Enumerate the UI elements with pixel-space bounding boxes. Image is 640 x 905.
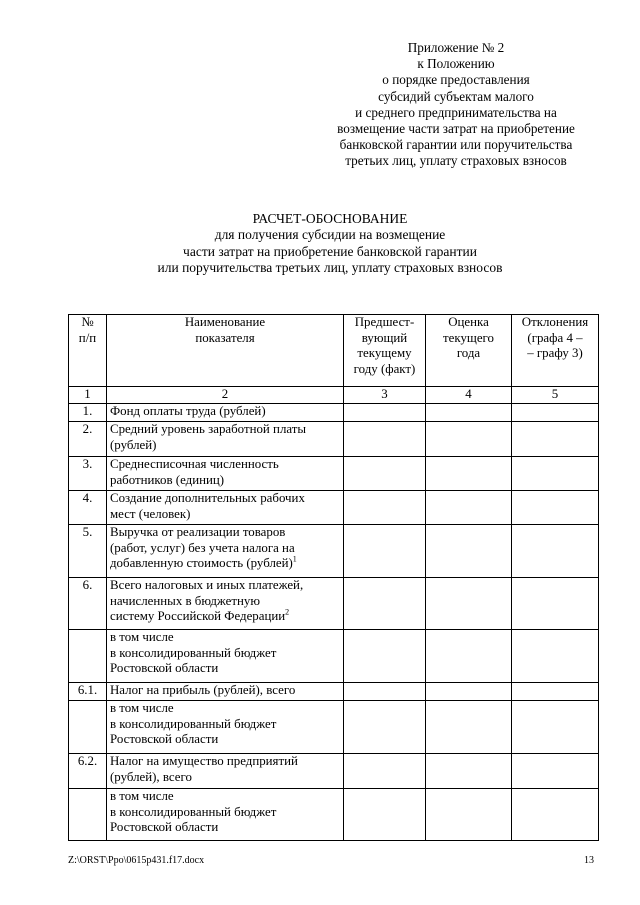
document-title bbox=[0, 211, 640, 276]
table-row bbox=[69, 422, 599, 457]
indicator-name-line: Выручка от реализации товаров bbox=[110, 525, 286, 539]
indicator-name-line: в консолидированный бюджет bbox=[110, 645, 277, 660]
table-row bbox=[69, 404, 599, 422]
value-estimate[interactable] bbox=[426, 525, 512, 578]
value-deviation[interactable] bbox=[512, 701, 599, 754]
column-number: 1 bbox=[69, 387, 107, 404]
row-number: 5. bbox=[69, 525, 107, 578]
indicator-name-line: Среднесписочная численность bbox=[110, 457, 279, 471]
value-prev-year[interactable] bbox=[344, 578, 426, 630]
table-row bbox=[69, 754, 599, 789]
value-prev-year[interactable] bbox=[344, 422, 426, 457]
value-deviation[interactable] bbox=[512, 630, 599, 683]
indicator-name bbox=[107, 578, 344, 630]
value-deviation[interactable] bbox=[512, 491, 599, 525]
row-number bbox=[69, 789, 107, 841]
appendix-line: и среднего предпринимательства на bbox=[355, 104, 557, 120]
column-number: 2 bbox=[107, 387, 344, 404]
value-deviation[interactable] bbox=[512, 754, 599, 789]
indicator-name-line: Ростовской области bbox=[110, 732, 219, 747]
value-deviation[interactable] bbox=[512, 578, 599, 630]
indicator-name-line: в консолидированный бюджет bbox=[110, 716, 277, 731]
indicator-name bbox=[107, 789, 344, 841]
indicator-name-line: систему Российской Федерации bbox=[110, 609, 286, 624]
value-estimate[interactable] bbox=[426, 789, 512, 841]
indicator-name bbox=[107, 422, 344, 457]
title-heading: РАСЧЕТ-ОБОСНОВАНИЕ bbox=[252, 211, 408, 226]
value-prev-year[interactable] bbox=[344, 701, 426, 754]
row-number: 6. bbox=[69, 578, 107, 630]
header-prev-year: Предшест- вующий текущему году (факт) bbox=[344, 315, 426, 387]
indicator-name-line: Фонд оплаты труда (рублей) bbox=[110, 404, 266, 418]
table-row bbox=[69, 683, 599, 701]
indicator-name-line: Средний уровень заработной платы bbox=[110, 422, 307, 436]
column-number: 4 bbox=[426, 387, 512, 404]
value-deviation[interactable] bbox=[512, 457, 599, 491]
indicator-name bbox=[107, 630, 344, 683]
row-number: 6.1. bbox=[69, 683, 107, 701]
indicator-name-line: Создание дополнительных рабочих bbox=[110, 491, 305, 505]
value-prev-year[interactable] bbox=[344, 457, 426, 491]
table-header-row bbox=[69, 315, 599, 387]
footnote-marker: 1 bbox=[292, 554, 297, 564]
appendix-line: к Положению bbox=[417, 56, 495, 72]
value-deviation[interactable] bbox=[512, 525, 599, 578]
column-number: 3 bbox=[344, 387, 426, 404]
title-line: или поручительства третьих лиц, уплату страховых взносов bbox=[157, 259, 503, 275]
indicator-name-line: работников (единиц) bbox=[110, 472, 225, 487]
row-number: 4. bbox=[69, 491, 107, 525]
column-number: 5 bbox=[512, 387, 599, 404]
value-estimate[interactable] bbox=[426, 630, 512, 683]
value-estimate[interactable] bbox=[426, 683, 512, 701]
value-estimate[interactable] bbox=[426, 578, 512, 630]
row-number: 3. bbox=[69, 457, 107, 491]
title-line: части затрат на приобретение банковской гарантии bbox=[183, 243, 477, 259]
value-prev-year[interactable] bbox=[344, 491, 426, 525]
indicator-name bbox=[107, 525, 344, 578]
appendix-block bbox=[300, 40, 612, 170]
appendix-line: Приложение № 2 bbox=[407, 40, 505, 55]
indicator-name-line: Ростовской области bbox=[110, 661, 219, 676]
value-prev-year[interactable] bbox=[344, 789, 426, 841]
value-estimate[interactable] bbox=[426, 404, 512, 422]
indicator-name-line: (рублей), всего bbox=[110, 769, 192, 784]
indicator-name-line: (работ, услуг) без учета налога на bbox=[110, 540, 295, 555]
appendix-line: банковской гарантии или поручительства bbox=[339, 137, 573, 153]
header-num: № п/п bbox=[69, 315, 107, 387]
indicator-name bbox=[107, 457, 344, 491]
calculation-table bbox=[68, 314, 599, 841]
header-estimate: Оценка текущего года bbox=[426, 315, 512, 387]
value-estimate[interactable] bbox=[426, 701, 512, 754]
indicator-name bbox=[107, 701, 344, 754]
table-row bbox=[69, 789, 599, 841]
row-number: 6.2. bbox=[69, 754, 107, 789]
indicator-name-line: Ростовской области bbox=[110, 820, 219, 835]
indicator-name bbox=[107, 683, 344, 701]
footnote-marker: 2 bbox=[285, 607, 290, 617]
value-prev-year[interactable] bbox=[344, 404, 426, 422]
row-number bbox=[69, 630, 107, 683]
file-path: Z:\ORST\Ppo\0615p431.f17.docx bbox=[68, 855, 205, 866]
indicator-name-line: Налог на имущество предприятий bbox=[110, 754, 298, 768]
table-row bbox=[69, 578, 599, 630]
value-deviation[interactable] bbox=[512, 404, 599, 422]
value-estimate[interactable] bbox=[426, 754, 512, 789]
title-line: для получения субсидии на возмещение bbox=[214, 227, 446, 243]
value-prev-year[interactable] bbox=[344, 754, 426, 789]
indicator-name-line: мест (человек) bbox=[110, 506, 191, 521]
indicator-name-line: Всего налоговых и иных платежей, bbox=[110, 578, 304, 592]
indicator-name-line: начисленных в бюджетную bbox=[110, 593, 260, 608]
indicator-name-line: (рублей) bbox=[110, 437, 157, 452]
header-name: Наименование показателя bbox=[107, 315, 344, 387]
appendix-line: третьих лиц, уплату страховых взносов bbox=[345, 153, 567, 169]
appendix-line: о порядке предоставления bbox=[382, 72, 530, 88]
value-deviation[interactable] bbox=[512, 422, 599, 457]
row-number bbox=[69, 701, 107, 754]
indicator-name-line: в том числе bbox=[110, 789, 174, 803]
table-row bbox=[69, 701, 599, 754]
header-deviation: Отклонения (графа 4 – – графу 3) bbox=[512, 315, 599, 387]
table-row bbox=[69, 525, 599, 578]
indicator-name bbox=[107, 491, 344, 525]
value-prev-year[interactable] bbox=[344, 630, 426, 683]
table-row bbox=[69, 491, 599, 525]
appendix-line: возмещение части затрат на приобретение bbox=[337, 121, 575, 137]
table-row bbox=[69, 457, 599, 491]
column-number-row bbox=[69, 387, 599, 404]
value-estimate[interactable] bbox=[426, 491, 512, 525]
page-number: 13 bbox=[584, 855, 594, 866]
value-estimate[interactable] bbox=[426, 422, 512, 457]
appendix-line: субсидий субъектам малого bbox=[378, 88, 534, 104]
indicator-name bbox=[107, 754, 344, 789]
row-number: 1. bbox=[69, 404, 107, 422]
table-row bbox=[69, 630, 599, 683]
value-deviation[interactable] bbox=[512, 789, 599, 841]
indicator-name-line: в консолидированный бюджет bbox=[110, 804, 277, 819]
value-prev-year[interactable] bbox=[344, 683, 426, 701]
indicator-name bbox=[107, 404, 344, 422]
indicator-name-line: Налог на прибыль (рублей), всего bbox=[110, 683, 296, 697]
indicator-name-line: в том числе bbox=[110, 630, 174, 644]
value-estimate[interactable] bbox=[426, 457, 512, 491]
row-number: 2. bbox=[69, 422, 107, 457]
value-deviation[interactable] bbox=[512, 683, 599, 701]
value-prev-year[interactable] bbox=[344, 525, 426, 578]
indicator-name-line: добавленную стоимость (рублей) bbox=[110, 556, 293, 571]
indicator-name-line: в том числе bbox=[110, 701, 174, 715]
